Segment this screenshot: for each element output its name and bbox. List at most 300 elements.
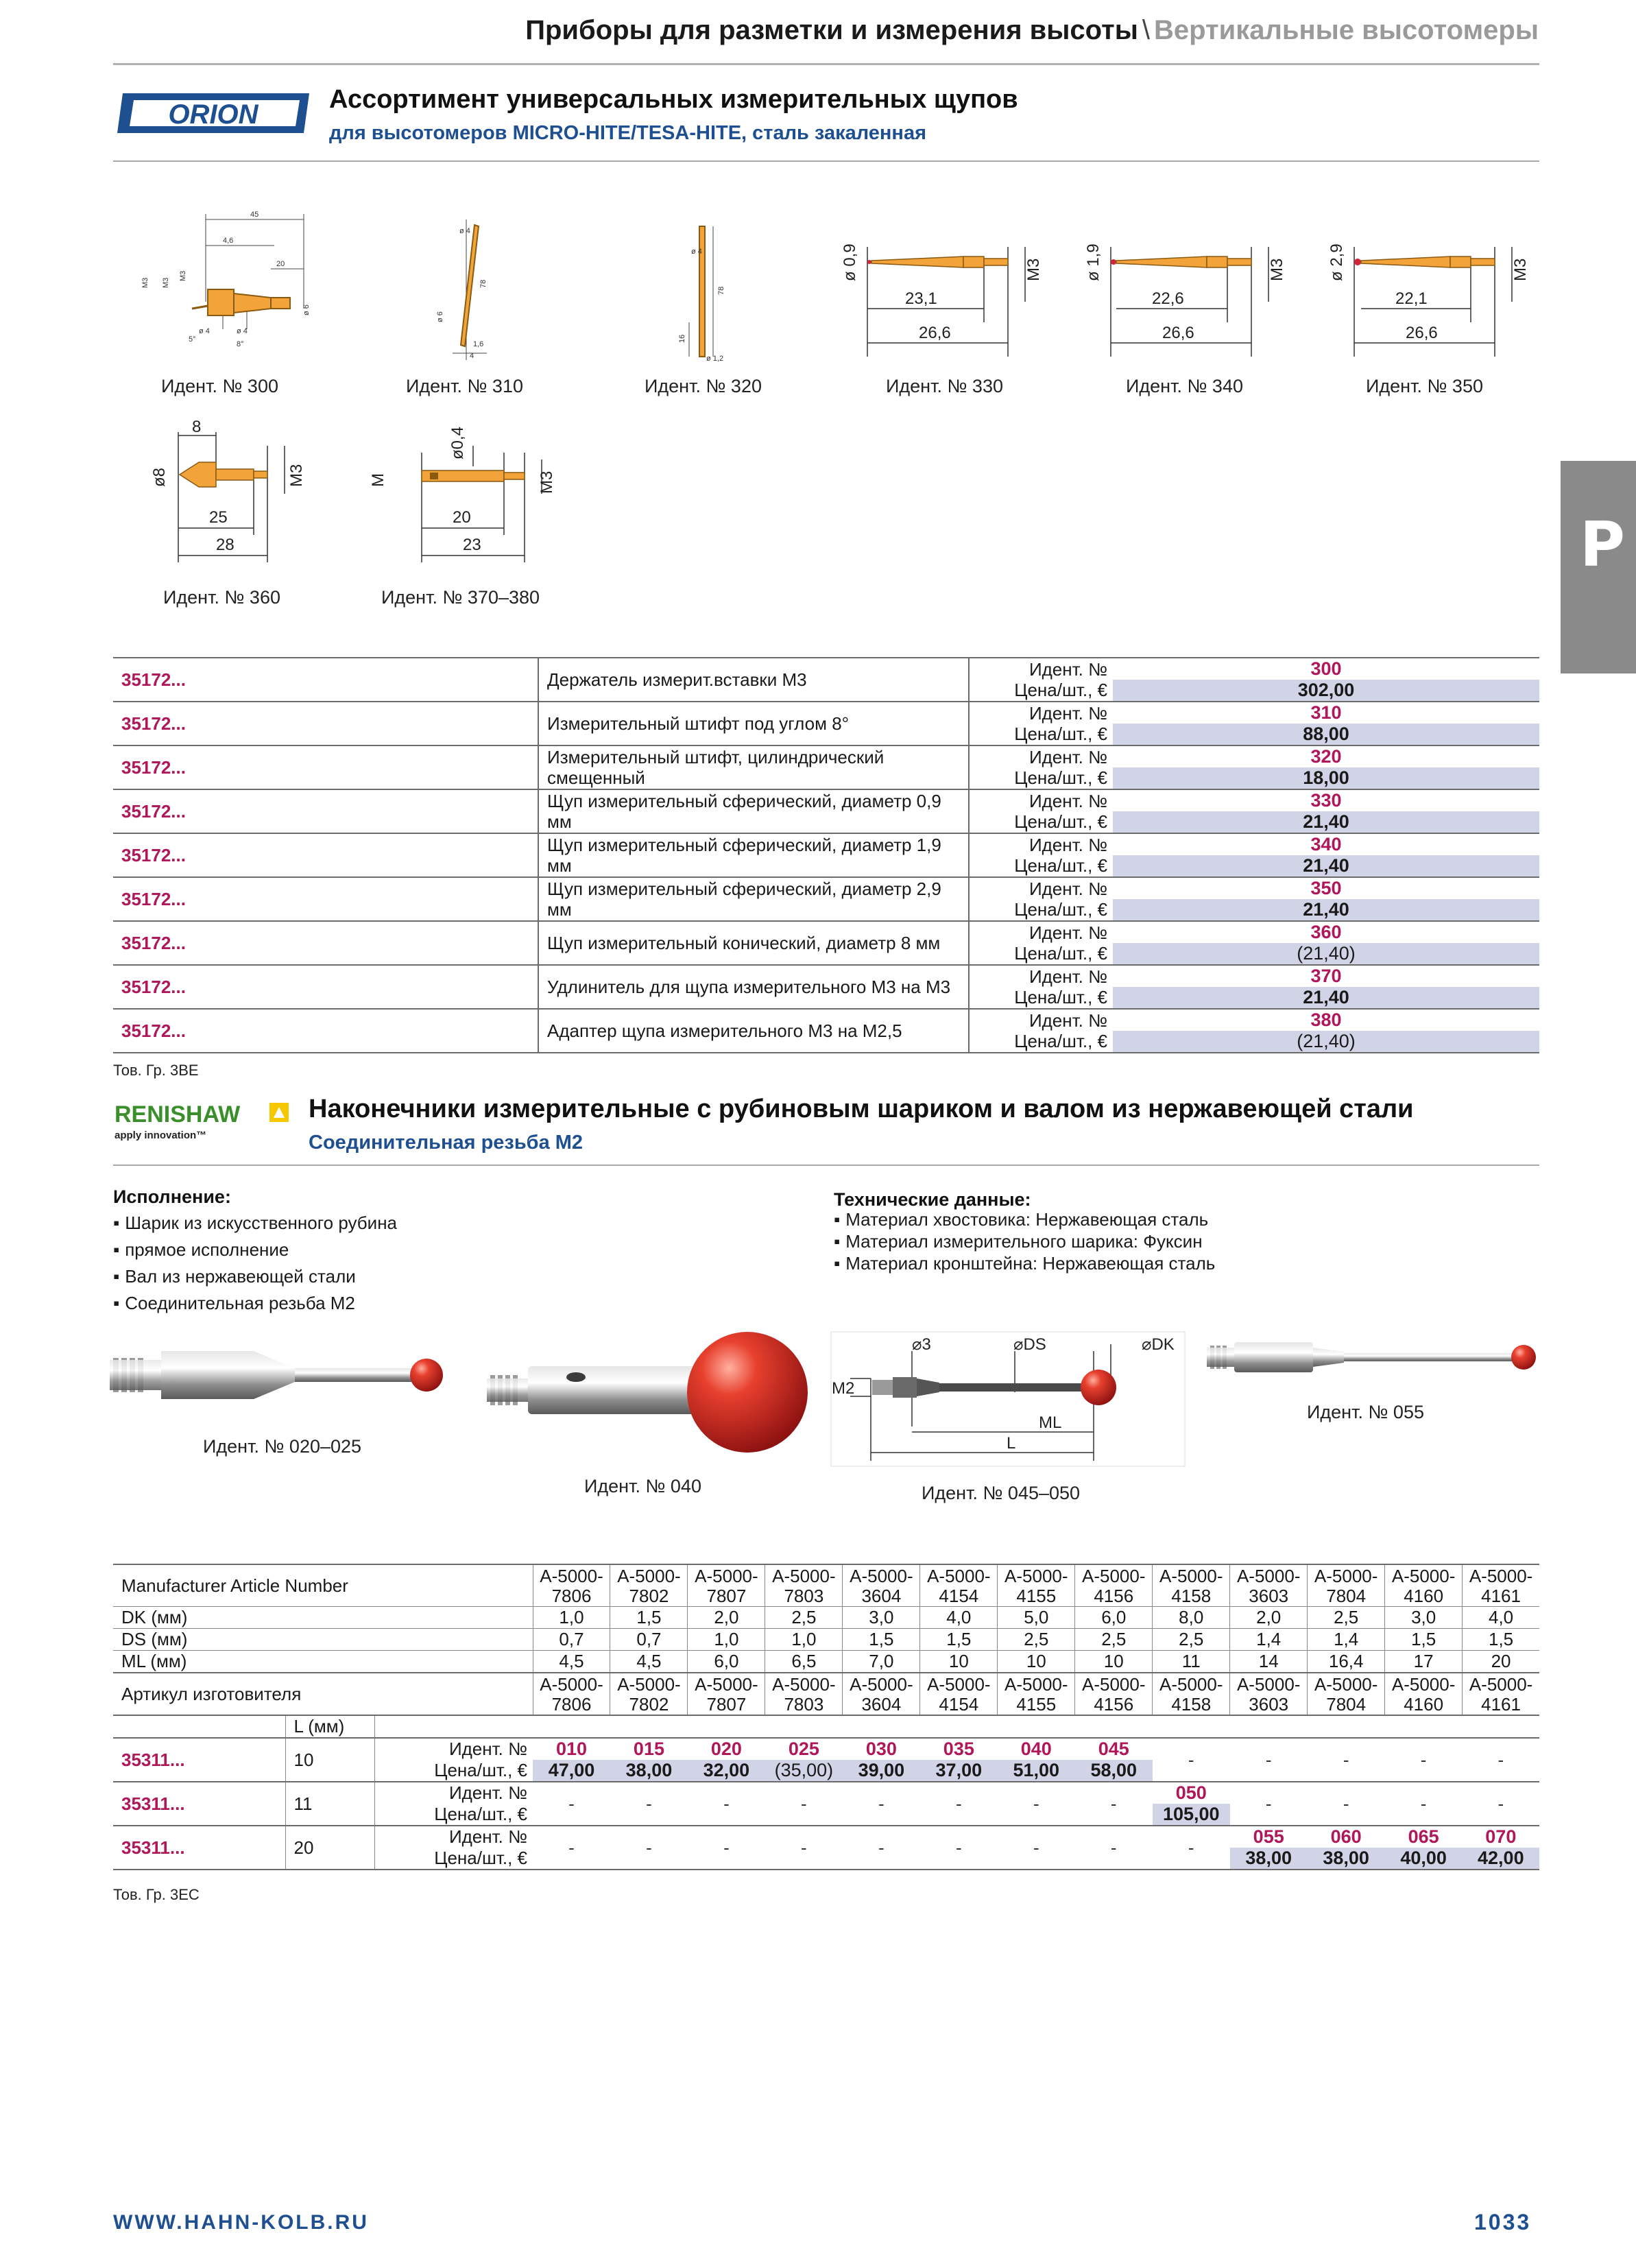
article-number[interactable]: 35172... bbox=[113, 877, 538, 921]
mfr-article-cell bbox=[1463, 1564, 1539, 1607]
section-tab[interactable] bbox=[1561, 461, 1636, 673]
blank-cell bbox=[1230, 1715, 1308, 1738]
article-number[interactable]: 35172... bbox=[113, 658, 538, 702]
mfr-article-suffix: 3603 bbox=[1249, 1586, 1289, 1606]
id-label: Идент. № bbox=[1028, 747, 1107, 767]
d330-dia: ø 0,9 bbox=[841, 243, 859, 281]
price-cell bbox=[1308, 1782, 1385, 1826]
empty-dash: - bbox=[568, 1837, 575, 1858]
value-stack bbox=[1113, 790, 1539, 833]
row-header: Manufacturer Article Number bbox=[113, 1564, 533, 1607]
length-value: 20 bbox=[285, 1826, 374, 1870]
blank-cell bbox=[1153, 1715, 1230, 1738]
id-label: Идент. № bbox=[448, 1739, 527, 1759]
mfr-article-cell bbox=[1385, 1673, 1463, 1715]
empty-dash: - bbox=[1420, 1793, 1427, 1814]
mfr-article-cell bbox=[1153, 1564, 1230, 1607]
ident-number[interactable]: 015 bbox=[633, 1739, 664, 1759]
d370-l1: 20 bbox=[453, 508, 471, 527]
empty-dash: - bbox=[1343, 1793, 1349, 1814]
d370-l2: 23 bbox=[463, 536, 481, 554]
section1-rule bbox=[113, 160, 1539, 162]
price-value: 37,00 bbox=[920, 1760, 998, 1781]
mfr-article-prefix: A-5000- bbox=[1159, 1566, 1223, 1586]
article-number[interactable]: 35172... bbox=[113, 833, 538, 877]
price-label: Цена/шт., € bbox=[1014, 811, 1107, 832]
caption-045-050: Идент. № 045–050 bbox=[922, 1483, 1081, 1503]
product-row bbox=[113, 1009, 1539, 1053]
mfr-article-prefix: A-5000- bbox=[1236, 1566, 1301, 1586]
section-tab-glyph: P bbox=[1580, 509, 1625, 581]
id-label: Идент. № bbox=[1028, 966, 1107, 987]
id-label: Идент. № bbox=[448, 1826, 527, 1847]
ds-value: 1,0 bbox=[688, 1629, 765, 1651]
caption-340: Идент. № 340 bbox=[1126, 376, 1243, 396]
price-cell bbox=[920, 1738, 998, 1782]
ds-value: 2,5 bbox=[998, 1629, 1075, 1651]
d350-thread: M3 bbox=[1511, 258, 1530, 281]
mfr-article-cell bbox=[1153, 1673, 1230, 1715]
price-cell bbox=[1385, 1826, 1463, 1870]
dim-m2: M2 bbox=[832, 1379, 855, 1398]
d340-l1: 22,6 bbox=[1152, 289, 1184, 308]
dk-value: 4,0 bbox=[1463, 1607, 1539, 1629]
mfr-article-suffix: 4156 bbox=[1094, 1694, 1134, 1715]
row-values bbox=[1113, 789, 1539, 833]
value-stack bbox=[1113, 834, 1539, 876]
price-value: 40,00 bbox=[1385, 1848, 1463, 1869]
row-values bbox=[1113, 965, 1539, 1009]
page-header-title bbox=[525, 15, 1539, 46]
ident-number[interactable]: 360 bbox=[1310, 922, 1342, 942]
orion-price-table bbox=[113, 657, 1539, 1053]
svg-text:4,6: 4,6 bbox=[223, 237, 234, 245]
footer-url[interactable]: WWW.HAHN-KOLB.RU bbox=[113, 2211, 369, 2234]
mfr-article-suffix: 4161 bbox=[1481, 1586, 1521, 1606]
ident-number[interactable]: 020 bbox=[710, 1739, 742, 1759]
svg-text:ø 6: ø 6 bbox=[436, 311, 444, 322]
row-header: ML (мм) bbox=[113, 1651, 533, 1673]
svg-text:ø 4: ø 4 bbox=[237, 327, 248, 335]
dk-value: 2,5 bbox=[1308, 1607, 1385, 1629]
empty-dash: - bbox=[723, 1837, 730, 1858]
length-value: 10 bbox=[285, 1738, 374, 1782]
ml-value: 4,5 bbox=[610, 1651, 688, 1673]
product-description: Адаптер щупа измерительного М3 на М2,5 bbox=[538, 1009, 969, 1053]
price-value: 42,00 bbox=[1463, 1848, 1539, 1869]
row-values bbox=[1113, 1009, 1539, 1053]
price-cell bbox=[1153, 1738, 1230, 1782]
ds-value: 1,4 bbox=[1230, 1629, 1308, 1651]
price-label: Цена/шт., € bbox=[434, 1760, 527, 1780]
empty-dash: - bbox=[646, 1793, 652, 1814]
svg-text:20: 20 bbox=[276, 260, 285, 268]
mfr-article-suffix: 4160 bbox=[1404, 1694, 1444, 1715]
mfr-article-cell bbox=[765, 1564, 843, 1607]
mfr-article-prefix: A-5000- bbox=[772, 1566, 836, 1586]
product-description: Измерительный штифт под углом 8° bbox=[538, 702, 969, 745]
blank-cell bbox=[113, 1715, 285, 1738]
manufacturer-article-row bbox=[113, 1673, 1539, 1715]
price-value: 38,00 bbox=[610, 1760, 688, 1781]
caption-300: Идент. № 300 bbox=[161, 376, 278, 396]
ident-number[interactable]: 030 bbox=[865, 1739, 897, 1759]
ml-value: 6,5 bbox=[765, 1651, 843, 1673]
price-cell bbox=[998, 1826, 1075, 1870]
row-values bbox=[1113, 833, 1539, 877]
empty-dash: - bbox=[1110, 1793, 1117, 1814]
execution-list bbox=[113, 1210, 397, 1317]
price-cell bbox=[688, 1826, 765, 1870]
mfr-article-prefix: A-5000- bbox=[1159, 1674, 1223, 1695]
price-label: Цена/шт., € bbox=[434, 1848, 527, 1868]
ds-value: 1,0 bbox=[765, 1629, 843, 1651]
price-value: 18,00 bbox=[1113, 767, 1539, 789]
d370-m: M bbox=[369, 473, 387, 487]
execution-item: ▪ прямое исполнение bbox=[113, 1237, 397, 1263]
empty-dash: - bbox=[646, 1837, 652, 1858]
mfr-article-suffix: 7807 bbox=[706, 1694, 747, 1715]
price-cell bbox=[998, 1738, 1075, 1782]
mfr-article-prefix: A-5000- bbox=[617, 1566, 681, 1586]
stylus-image-055 bbox=[1207, 1327, 1543, 1389]
renishaw-tagline: apply innovation™ bbox=[115, 1130, 207, 1141]
article-number[interactable]: 35172... bbox=[113, 745, 538, 789]
row-values bbox=[1113, 745, 1539, 789]
d360-top: 8 bbox=[192, 418, 202, 436]
value-stack bbox=[1113, 878, 1539, 920]
article-number[interactable]: 35172... bbox=[113, 1009, 538, 1053]
ml-row bbox=[113, 1651, 1539, 1673]
price-label: Цена/шт., € bbox=[1014, 767, 1107, 788]
empty-dash: - bbox=[1033, 1793, 1039, 1814]
mfr-article-suffix: 4154 bbox=[939, 1586, 979, 1606]
price-cell bbox=[1230, 1782, 1308, 1826]
drawing-300 bbox=[120, 206, 326, 367]
blank-cell bbox=[765, 1715, 843, 1738]
price-cell bbox=[688, 1738, 765, 1782]
blank-cell bbox=[1385, 1715, 1463, 1738]
mfr-article-cell bbox=[1075, 1564, 1153, 1607]
ident-number[interactable]: 055 bbox=[1253, 1826, 1284, 1847]
mfr-article-cell bbox=[1308, 1673, 1385, 1715]
mfr-article-cell bbox=[1463, 1673, 1539, 1715]
product-description: Удлинитель для щупа измерительного М3 на М3 bbox=[538, 965, 969, 1009]
mfr-article-prefix: A-5000- bbox=[540, 1566, 603, 1586]
ident-number[interactable]: 330 bbox=[1310, 790, 1342, 811]
mfr-article-suffix: 7803 bbox=[784, 1694, 824, 1715]
section1-title: Ассортимент универсальных измерительных щупов bbox=[329, 85, 1018, 114]
stylus-image-020-025 bbox=[110, 1337, 466, 1413]
stylus-image-040 bbox=[487, 1324, 816, 1468]
dim-ml: ML bbox=[1039, 1413, 1062, 1432]
value-stack bbox=[1113, 702, 1539, 745]
price-value: 88,00 bbox=[1113, 724, 1539, 745]
caption-055: Идент. № 055 bbox=[1307, 1402, 1424, 1422]
d350-dia: ø 2,9 bbox=[1327, 243, 1346, 281]
blank-cell bbox=[1308, 1715, 1385, 1738]
d360-dia: ø8 bbox=[150, 467, 169, 487]
ident-number[interactable]: 320 bbox=[1310, 746, 1342, 767]
mfr-article-prefix: A-5000- bbox=[540, 1674, 603, 1695]
svg-text:M3: M3 bbox=[141, 277, 149, 288]
dim-d3: ⌀3 bbox=[912, 1335, 931, 1354]
dk-value: 1,5 bbox=[610, 1607, 688, 1629]
article-number[interactable]: 35172... bbox=[113, 789, 538, 833]
ds-value: 0,7 bbox=[533, 1629, 610, 1651]
empty-dash: - bbox=[1497, 1793, 1504, 1814]
empty-dash: - bbox=[878, 1793, 885, 1814]
ml-value: 10 bbox=[1075, 1651, 1153, 1673]
price-cell bbox=[1075, 1826, 1153, 1870]
article-number[interactable]: 35311... bbox=[113, 1826, 285, 1870]
svg-text:8°: 8° bbox=[237, 340, 244, 348]
mfr-article-suffix: 4160 bbox=[1404, 1586, 1444, 1606]
price-cell bbox=[843, 1738, 920, 1782]
caption-020-025: Идент. № 020–025 bbox=[203, 1436, 362, 1457]
mfr-article-prefix: A-5000- bbox=[1469, 1566, 1533, 1586]
price-row bbox=[113, 1738, 1539, 1782]
price-value: 38,00 bbox=[1308, 1848, 1385, 1869]
ml-value: 11 bbox=[1153, 1651, 1230, 1673]
ident-number[interactable]: 040 bbox=[1020, 1739, 1052, 1759]
empty-dash: - bbox=[1497, 1750, 1504, 1770]
product-row bbox=[113, 702, 1539, 745]
dk-value: 4,0 bbox=[920, 1607, 998, 1629]
ident-number[interactable]: 070 bbox=[1485, 1826, 1517, 1847]
drawing-330 bbox=[840, 233, 1052, 367]
ident-number[interactable]: 350 bbox=[1310, 878, 1342, 898]
price-label: Цена/шт., € bbox=[1014, 724, 1107, 744]
mfr-article-prefix: A-5000- bbox=[1005, 1674, 1068, 1695]
empty-dash: - bbox=[568, 1793, 575, 1814]
svg-text:4: 4 bbox=[470, 352, 474, 360]
dk-value: 3,0 bbox=[843, 1607, 920, 1629]
orion-logo-text: ORION bbox=[168, 99, 258, 130]
mfr-article-suffix: 3604 bbox=[861, 1586, 902, 1606]
price-label: Цена/шт., € bbox=[1014, 855, 1107, 876]
mfr-article-prefix: A-5000- bbox=[695, 1674, 758, 1695]
id-label: Идент. № bbox=[1028, 1010, 1107, 1031]
d370-dia: ø0,4 bbox=[448, 426, 467, 459]
stylus-drawing-045-050 bbox=[830, 1330, 1186, 1468]
ident-number[interactable]: 025 bbox=[788, 1739, 819, 1759]
dk-value: 2,5 bbox=[765, 1607, 843, 1629]
d330-l2: 26,6 bbox=[919, 324, 951, 342]
ident-number[interactable]: 370 bbox=[1310, 966, 1342, 986]
mfr-article-prefix: A-5000- bbox=[1005, 1566, 1068, 1586]
mfr-article-cell bbox=[533, 1673, 610, 1715]
drawing-360 bbox=[137, 418, 329, 569]
blank-cell bbox=[375, 1715, 533, 1738]
row-values bbox=[1113, 921, 1539, 965]
value-stack bbox=[1113, 1010, 1539, 1052]
row-labels bbox=[969, 658, 1113, 702]
mfr-article-prefix: A-5000- bbox=[772, 1674, 836, 1695]
value-stack bbox=[1113, 966, 1539, 1008]
price-cell bbox=[765, 1782, 843, 1826]
header-separator: \ bbox=[1142, 15, 1150, 45]
product-row bbox=[113, 965, 1539, 1009]
empty-dash: - bbox=[723, 1793, 730, 1814]
d340-thread: M3 bbox=[1268, 258, 1286, 281]
blank-cell bbox=[998, 1715, 1075, 1738]
ds-value: 0,7 bbox=[610, 1629, 688, 1651]
empty-dash: - bbox=[801, 1837, 807, 1858]
price-cell bbox=[610, 1782, 688, 1826]
ident-number[interactable]: 050 bbox=[1175, 1782, 1207, 1803]
blank-cell bbox=[843, 1715, 920, 1738]
empty-dash: - bbox=[1033, 1837, 1039, 1858]
ml-value: 7,0 bbox=[843, 1651, 920, 1673]
mfr-article-prefix: A-5000- bbox=[1391, 1566, 1456, 1586]
orion-logo bbox=[113, 89, 313, 137]
row-values bbox=[1113, 702, 1539, 745]
ds-value: 1,5 bbox=[1385, 1629, 1463, 1651]
id-label: Идент. № bbox=[448, 1782, 527, 1803]
price-label: Цена/шт., € bbox=[1014, 1031, 1107, 1051]
section2-rule bbox=[113, 1165, 1539, 1166]
blank-cell bbox=[920, 1715, 998, 1738]
price-cell bbox=[998, 1782, 1075, 1826]
ident-number[interactable]: 310 bbox=[1310, 702, 1342, 723]
svg-text:16: 16 bbox=[678, 334, 686, 343]
svg-text:1,6: 1,6 bbox=[473, 340, 484, 348]
drawing-320 bbox=[665, 219, 747, 367]
mfr-article-prefix: A-5000- bbox=[927, 1674, 991, 1695]
empty-dash: - bbox=[801, 1793, 807, 1814]
mfr-article-suffix: 3604 bbox=[861, 1694, 902, 1715]
ml-value: 6,0 bbox=[688, 1651, 765, 1673]
row-labels bbox=[375, 1782, 533, 1826]
row-labels bbox=[969, 745, 1113, 789]
caption-370-380: Идент. № 370–380 bbox=[381, 587, 540, 608]
row-labels bbox=[375, 1826, 533, 1870]
row-labels bbox=[969, 921, 1113, 965]
mfr-article-suffix: 4158 bbox=[1171, 1586, 1212, 1606]
price-value: 32,00 bbox=[688, 1760, 765, 1781]
article-number[interactable]: 35311... bbox=[113, 1782, 285, 1826]
renishaw-price-table bbox=[113, 1564, 1539, 1870]
price-value: 302,00 bbox=[1113, 680, 1539, 701]
mfr-article-cell bbox=[1230, 1564, 1308, 1607]
drawing-340 bbox=[1083, 233, 1296, 367]
price-cell bbox=[920, 1826, 998, 1870]
tech-item: ▪ Материал кронштейна: Нержавеющая сталь bbox=[834, 1252, 1215, 1274]
blank-cell bbox=[688, 1715, 765, 1738]
mfr-article-cell bbox=[998, 1564, 1075, 1607]
row-labels bbox=[969, 833, 1113, 877]
mfr-article-prefix: A-5000- bbox=[1236, 1674, 1301, 1695]
price-label: Цена/шт., € bbox=[434, 1804, 527, 1824]
svg-text:M3: M3 bbox=[162, 277, 170, 288]
blank-cell bbox=[610, 1715, 688, 1738]
svg-text:78: 78 bbox=[479, 279, 488, 288]
execution-item: ▪ Вал из нержавеющей стали bbox=[113, 1263, 397, 1290]
price-row bbox=[113, 1782, 1539, 1826]
article-number[interactable]: 35172... bbox=[113, 965, 538, 1009]
drawing-350 bbox=[1327, 233, 1539, 367]
blank-cell bbox=[533, 1715, 610, 1738]
ident-number[interactable]: 065 bbox=[1408, 1826, 1439, 1847]
price-cell bbox=[1075, 1738, 1153, 1782]
l-header-row bbox=[113, 1715, 1539, 1738]
ident-number[interactable]: 010 bbox=[555, 1739, 588, 1759]
price-cell bbox=[533, 1782, 610, 1826]
price-cell bbox=[765, 1738, 843, 1782]
empty-dash: - bbox=[1265, 1793, 1272, 1814]
mfr-article-prefix: A-5000- bbox=[1082, 1566, 1146, 1586]
mfr-article-suffix: 7802 bbox=[629, 1586, 669, 1606]
mfr-article-suffix: 4161 bbox=[1481, 1694, 1521, 1715]
article-number[interactable]: 35172... bbox=[113, 702, 538, 745]
section1-subtitle: для высотомеров MICRO-HITE/TESA-HITE, сталь закаленная bbox=[329, 122, 926, 144]
price-cell bbox=[1308, 1738, 1385, 1782]
product-description: Щуп измерительный сферический, диаметр 2,9 мм bbox=[538, 877, 969, 921]
mfr-article-suffix: 4155 bbox=[1016, 1586, 1057, 1606]
ident-number[interactable]: 060 bbox=[1330, 1826, 1362, 1847]
price-cell bbox=[610, 1738, 688, 1782]
empty-dash: - bbox=[1420, 1750, 1427, 1770]
ident-number[interactable]: 045 bbox=[1098, 1739, 1129, 1759]
row-values bbox=[1113, 877, 1539, 921]
caption-310: Идент. № 310 bbox=[406, 376, 523, 396]
ident-number[interactable]: 380 bbox=[1310, 1010, 1342, 1030]
tech-item: ▪ Материал измерительного шарика: Фуксин bbox=[834, 1230, 1215, 1252]
mfr-article-prefix: A-5000- bbox=[1082, 1674, 1146, 1695]
mfr-article-cell bbox=[610, 1673, 688, 1715]
svg-text:45: 45 bbox=[250, 211, 259, 219]
d330-thread: M3 bbox=[1024, 258, 1043, 281]
price-cell bbox=[688, 1782, 765, 1826]
ident-number[interactable]: 340 bbox=[1310, 834, 1342, 855]
mfr-article-suffix: 7806 bbox=[551, 1694, 592, 1715]
product-description: Щуп измерительный сферический, диаметр 1,9 мм bbox=[538, 833, 969, 877]
header-main: Приборы для разметки и измерения высоты bbox=[525, 15, 1138, 45]
svg-text:ø 4: ø 4 bbox=[199, 327, 210, 335]
value-stack bbox=[1113, 922, 1539, 964]
row-values bbox=[1113, 658, 1539, 702]
product-row bbox=[113, 921, 1539, 965]
product-description: Щуп измерительный конический, диаметр 8 мм bbox=[538, 921, 969, 965]
product-row bbox=[113, 658, 1539, 702]
price-cell bbox=[920, 1782, 998, 1826]
mfr-article-cell bbox=[843, 1564, 920, 1607]
id-label: Идент. № bbox=[1028, 922, 1107, 943]
price-cell bbox=[1385, 1782, 1463, 1826]
ml-value: 4,5 bbox=[533, 1651, 610, 1673]
price-cell bbox=[1230, 1826, 1308, 1870]
ident-number[interactable]: 300 bbox=[1310, 658, 1342, 679]
price-cell bbox=[1075, 1782, 1153, 1826]
mfr-article-cell bbox=[1308, 1564, 1385, 1607]
drawing-310 bbox=[411, 213, 528, 367]
section2-title: Наконечники измерительные с рубиновым шариком и валом из нержавеющей стали bbox=[309, 1095, 1414, 1123]
price-cell bbox=[765, 1826, 843, 1870]
d350-l1: 22,1 bbox=[1395, 289, 1428, 308]
tech-head: Технические данные: bbox=[834, 1189, 1031, 1210]
ident-number[interactable]: 035 bbox=[943, 1739, 974, 1759]
price-value: (21,40) bbox=[1113, 1031, 1539, 1052]
mfr-article-suffix: 7804 bbox=[1326, 1694, 1367, 1715]
price-label: Цена/шт., € bbox=[1014, 680, 1107, 700]
mfr-article-cell bbox=[765, 1673, 843, 1715]
article-number[interactable]: 35172... bbox=[113, 921, 538, 965]
svg-text:78: 78 bbox=[717, 286, 725, 295]
article-number[interactable]: 35311... bbox=[113, 1738, 285, 1782]
mfr-article-cell bbox=[610, 1564, 688, 1607]
drawing-370 bbox=[367, 418, 573, 569]
